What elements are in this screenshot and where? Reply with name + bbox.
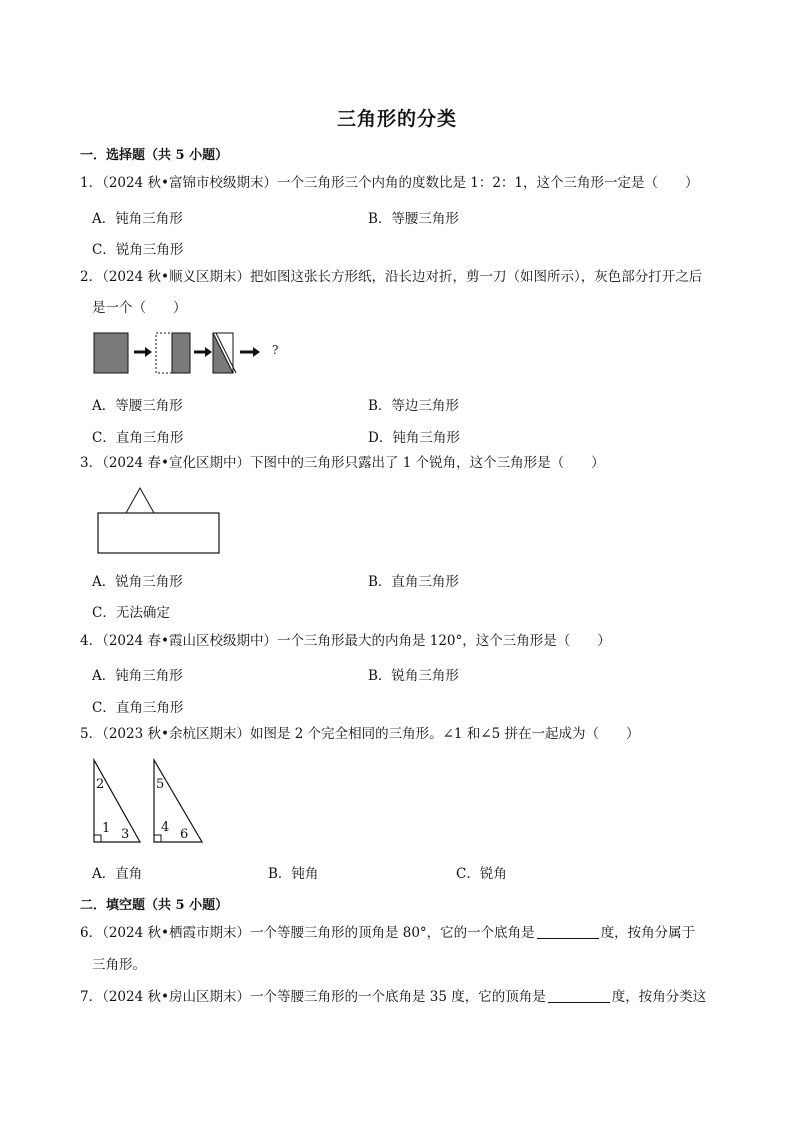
- question-text-cont: 度，按角分属于: [600, 925, 696, 941]
- question-1: [80, 168, 725, 198]
- question-number: 2．: [80, 269, 103, 285]
- q4-option-c: C．直角三角形: [92, 700, 184, 716]
- section-heading-choice: 一．选择题（共 5 小题）: [80, 148, 229, 163]
- folded-gray-rect: [172, 333, 190, 373]
- question-7: [80, 982, 725, 1012]
- full-paper-rect: [94, 333, 128, 373]
- q1-option-c: C．锐角三角形: [92, 242, 184, 258]
- right-angle-mark: [154, 835, 161, 842]
- answer-blank[interactable]: [548, 988, 610, 1003]
- q3-option-b: B．直角三角形: [368, 574, 459, 590]
- q5-option-c: C．锐角: [456, 866, 507, 882]
- arrow-icon: [194, 347, 212, 357]
- question-3: [80, 448, 725, 478]
- question-text: （2024 秋•房山区期末）一个等腰三角形的一个底角是 35 度，它的顶角是: [102, 989, 546, 1005]
- triangle-left: [94, 760, 140, 842]
- question-6: [80, 918, 725, 948]
- folded-dashed-rect: [156, 333, 172, 373]
- question-5: [80, 719, 725, 749]
- question-text: （2024 秋•富锦市校级期末）一个三角形三个内角的度数比是 1：2：1，这个三角形一定是（ ）: [102, 175, 699, 191]
- question-text: （2024 春•宣化区期中）下图中的三角形只露出了 1 个锐角，这个三角形是（ ）: [102, 455, 605, 471]
- question-number: 1．: [80, 175, 103, 191]
- q5-option-a: A．直角: [92, 866, 143, 882]
- covering-rect: [98, 513, 219, 553]
- question-2: [80, 262, 725, 292]
- svg-text:3: 3: [121, 827, 130, 842]
- svg-text:5: 5: [156, 777, 165, 792]
- question-6-line2: 三角形。: [92, 957, 146, 973]
- question-text-cont: 度，按角分类这: [611, 989, 707, 1005]
- question-number: 7．: [80, 989, 103, 1005]
- question-text: （2024 秋•栖霞市期末）一个等腰三角形的顶角是 80°，它的一个底角是: [102, 925, 535, 941]
- page-title: 三角形的分类: [336, 108, 457, 130]
- question-number: 3．: [80, 455, 103, 471]
- right-angle-mark: [94, 835, 101, 842]
- q1-option-a: A．钝角三角形: [92, 211, 183, 227]
- q4-option-a: A．钝角三角形: [92, 668, 183, 684]
- q4-option-b: B．锐角三角形: [368, 668, 459, 684]
- q3-option-c: C．无法确定: [92, 605, 170, 621]
- question-text: （2024 春•霞山区校级期中）一个三角形最大的内角是 120°，这个三角形是（ ）: [102, 633, 611, 649]
- q2-option-a: A．等腰三角形: [92, 398, 183, 414]
- question-number: 5．: [80, 726, 103, 742]
- q5-two-triangles-figure: [90, 756, 210, 848]
- arrow-icon: [134, 347, 152, 357]
- q2-option-c: C．直角三角形: [92, 430, 184, 446]
- svg-text:4: 4: [161, 820, 170, 835]
- answer-blank[interactable]: [537, 924, 599, 939]
- q3-option-a: A．锐角三角形: [92, 574, 183, 590]
- q2-option-b: B．等边三角形: [368, 398, 459, 414]
- q2-folding-figure: [90, 328, 290, 378]
- q5-option-b: B．钝角: [268, 866, 319, 882]
- q1-option-b: B．等腰三角形: [368, 211, 459, 227]
- question-mark-label: ?: [272, 343, 279, 357]
- q2-option-d: D．钝角三角形: [368, 430, 460, 446]
- question-2-line2: 是一个（ ）: [92, 300, 187, 316]
- question-number: 4．: [80, 633, 103, 649]
- question-number: 6．: [80, 925, 103, 941]
- arrow-icon: [240, 347, 260, 357]
- question-text: （2023 秋•余杭区期末）如图是 2 个完全相同的三角形。∠1 和∠5 拼在一起成为（ ）: [102, 726, 640, 742]
- triangle-right: [154, 760, 202, 842]
- question-4: [80, 626, 725, 656]
- section-heading-fill-blank: 二．填空题（共 5 小题）: [80, 898, 229, 913]
- exposed-acute-angle: [126, 488, 154, 513]
- question-text-line1: （2024 秋•顺义区期末）把如图这张长方形纸，沿长边对折，剪一刀（如图所示），灰色部分打开之后: [102, 269, 703, 285]
- svg-text:2: 2: [96, 777, 105, 792]
- q3-hidden-triangle-figure: [96, 484, 224, 556]
- svg-text:6: 6: [180, 827, 189, 842]
- svg-text:1: 1: [102, 821, 111, 836]
